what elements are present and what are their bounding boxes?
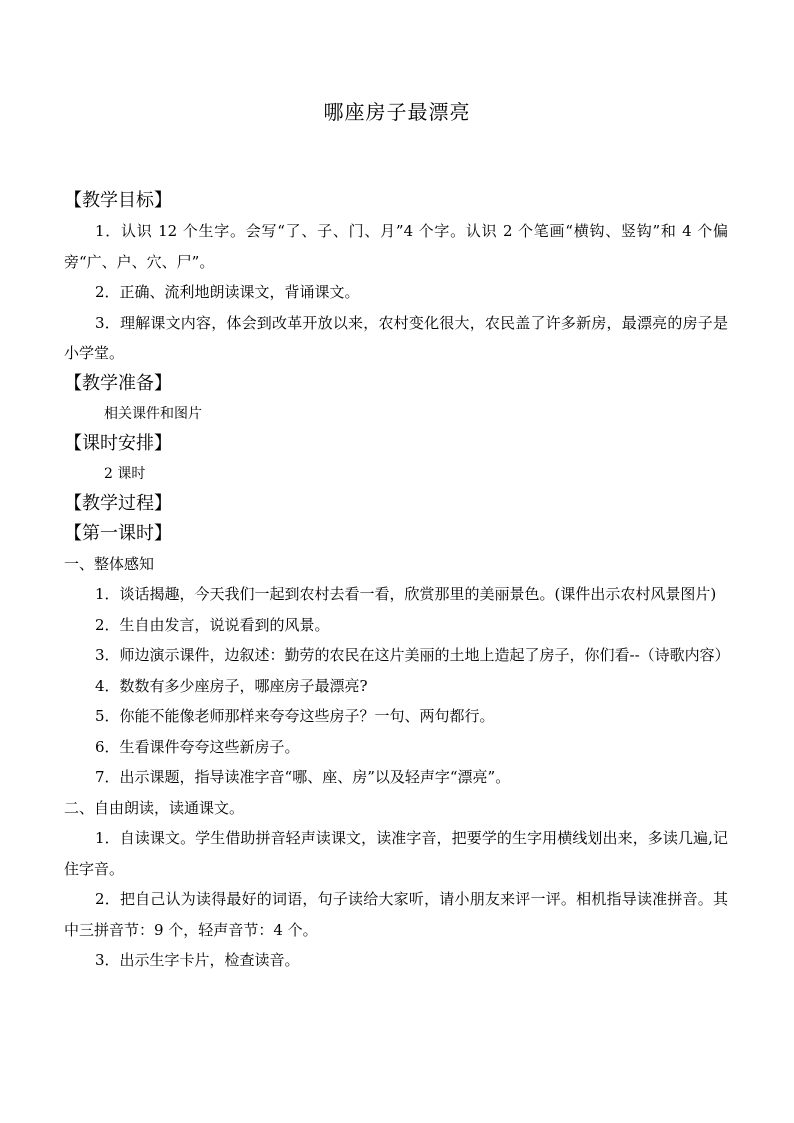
schedule-text: 2 课时 xyxy=(104,465,146,482)
process-heading: 【教学过程】 xyxy=(64,492,172,514)
document-body xyxy=(64,186,728,976)
section1-item: 3．师边演示课件，边叙述：勤劳的农民在这片美丽的土地上造起了房子，你们看--（诗歌内容） xyxy=(95,646,730,664)
section1-item: 4．数数有多少座房子，哪座房子最漂亮? xyxy=(95,676,368,695)
section1-item: 5．你能不能像老师那样来夸夸这些房子？一句、两句都行。 xyxy=(95,707,495,725)
section1-title: 一、整体感知 xyxy=(64,554,155,573)
document-title: 哪座房子最漂亮 xyxy=(323,100,471,124)
section2-item: 3．出示生字卡片，检查读音。 xyxy=(95,951,300,969)
section1-item: 6．生看课件夸夸这些新房子。 xyxy=(95,737,300,756)
goal-item: 3．理解课文内容，体会到改革开放以来，农村变化很大，农民盖了许多新房，最漂亮的房子是小学堂。 xyxy=(64,313,728,362)
goal-item: 2．正确、流利地朗读课文，背诵课文。 xyxy=(95,283,360,301)
section1-item: 7．出示课题，指导读准字音“哪、座、房”以及轻声字“漂亮”。 xyxy=(95,768,511,786)
section1-item: 2．生自由发言，说说看到的风景。 xyxy=(95,615,330,634)
prep-text: 相关课件和图片 xyxy=(104,405,202,422)
goals-heading: 【教学目标】 xyxy=(64,190,172,211)
section1-item: 1．谈话揭趣，今天我们一起到农村去看一看，欣赏那里的美丽景色。(课件出示农村风景图片) xyxy=(95,585,717,603)
prep-heading: 【教学准备】 xyxy=(64,372,172,394)
goal-item: 1．认识 12 个生字。会写“了、子、门、月”4 个字。认识 2 个笔画“横钩、竖钩”和 4 个偏旁“广、户、穴、尸”。 xyxy=(64,222,728,271)
schedule-heading: 【课时安排】 xyxy=(64,432,172,454)
lesson1-heading: 【第一课时】 xyxy=(64,522,172,544)
section2-item: 1．自读课文。学生借助拼音轻声读课文，读准字音，把要学的生字用横线划出来，多读几遍,记住字音。 xyxy=(64,829,728,878)
section2-title: 二、自由朗读，读通课文。 xyxy=(64,798,245,817)
section2-item: 2．把自己认为读得最好的词语，句子读给大家听，请小朋友来评一评。相机指导读准拼音。其中三拼音节：9 个，轻声音节：4 个。 xyxy=(64,890,728,939)
